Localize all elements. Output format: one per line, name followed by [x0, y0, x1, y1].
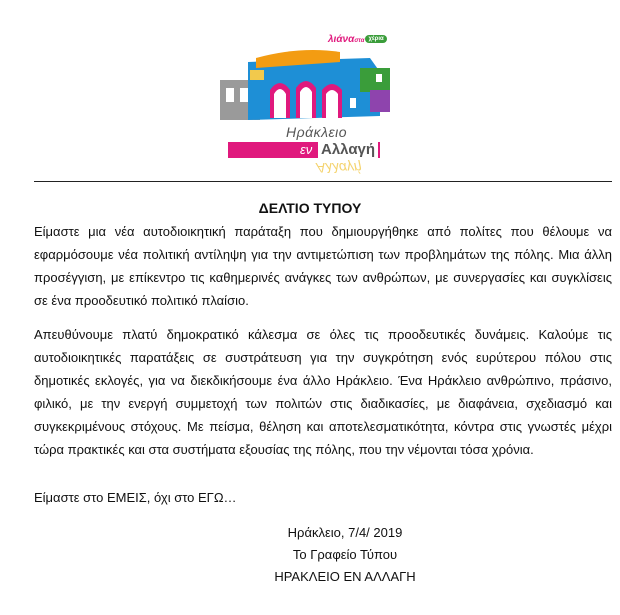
tagline-pink: λιάνα: [328, 34, 355, 45]
header-divider: [34, 181, 612, 182]
signature-office: Το Γραφείο Τύπου: [292, 547, 398, 562]
paragraph-call: Απευθύνουμε πλατύ δημοκρατικό κάλεσμα σε όλες τις προοδευτικές δυνάμεις. Καλούμε τις αυτοδιοικητικές παρατάξεις σε συστράτευση για την συγκρότηση ενός ευρύτερου πόλου στις δημοτικές εκλογές, για να διεκδικήσουμε ένα άλλο Ηράκλειο. Ένα Ηράκλειο ανθρώπινο, πράσινο, φιλικό, με την ενεργή συμμετοχή των πολιτών στις διαδικασίες, με διαφάνεια, σχεδιασμό και συγκεκριμένους στόχους. Με πείσμα, θέληση και αποτελεσματικότητα, κόντρα στις γνωστές μέχρι τώρα πρακτικές και στα συστήματα εξουσίας της πόλης, που την νέμονται τόσα χρόνια.: [34, 327, 612, 457]
press-release-title: ΔΕΛΤΙΟ ΤΥΠΟΥ: [258, 200, 362, 216]
logo-city-name: Ηράκλειο: [286, 124, 348, 140]
paragraph-intro: Είμαστε μια νέα αυτοδιοικητική παράταξη που δημιουργήθηκε από πολίτες που θέλουμε να εφαρμόσουμε νέα πολιτική αντίληψη για την αντιμετώπιση των προβλημάτων της πόλης. Μια άλλη προσέγγιση, με επίκεντρο τις καθημερινές ανάγκες των ανθρώπων, με συνεργασίες και συγκλίσεις σε ένα προοδευτικό πολιτικό πλαίσιο.: [34, 224, 612, 308]
tagline-green-badge: χέρια: [365, 35, 386, 43]
logo-tagline: [328, 34, 387, 45]
signature-place-date: Ηράκλειο, 7/4/ 2019: [287, 525, 403, 540]
logo-change-banner: [228, 142, 380, 158]
signature-org: ΗΡΑΚΛΕΙΟ ΕΝ ΑΛΛΑΓΗ: [274, 569, 416, 584]
paragraph-closing: Είμαστε στο ΕΜΕΙΣ, όχι στο ΕΓΩ…: [34, 490, 237, 505]
logo-allagi: Αλλαγή: [318, 141, 378, 159]
signature-block: [0, 522, 620, 588]
tagline-pink-small: στα: [354, 38, 365, 44]
logo-reflection: Αλλαγή: [316, 160, 362, 176]
logo-en: εν: [300, 142, 313, 157]
party-logo: [220, 28, 400, 196]
